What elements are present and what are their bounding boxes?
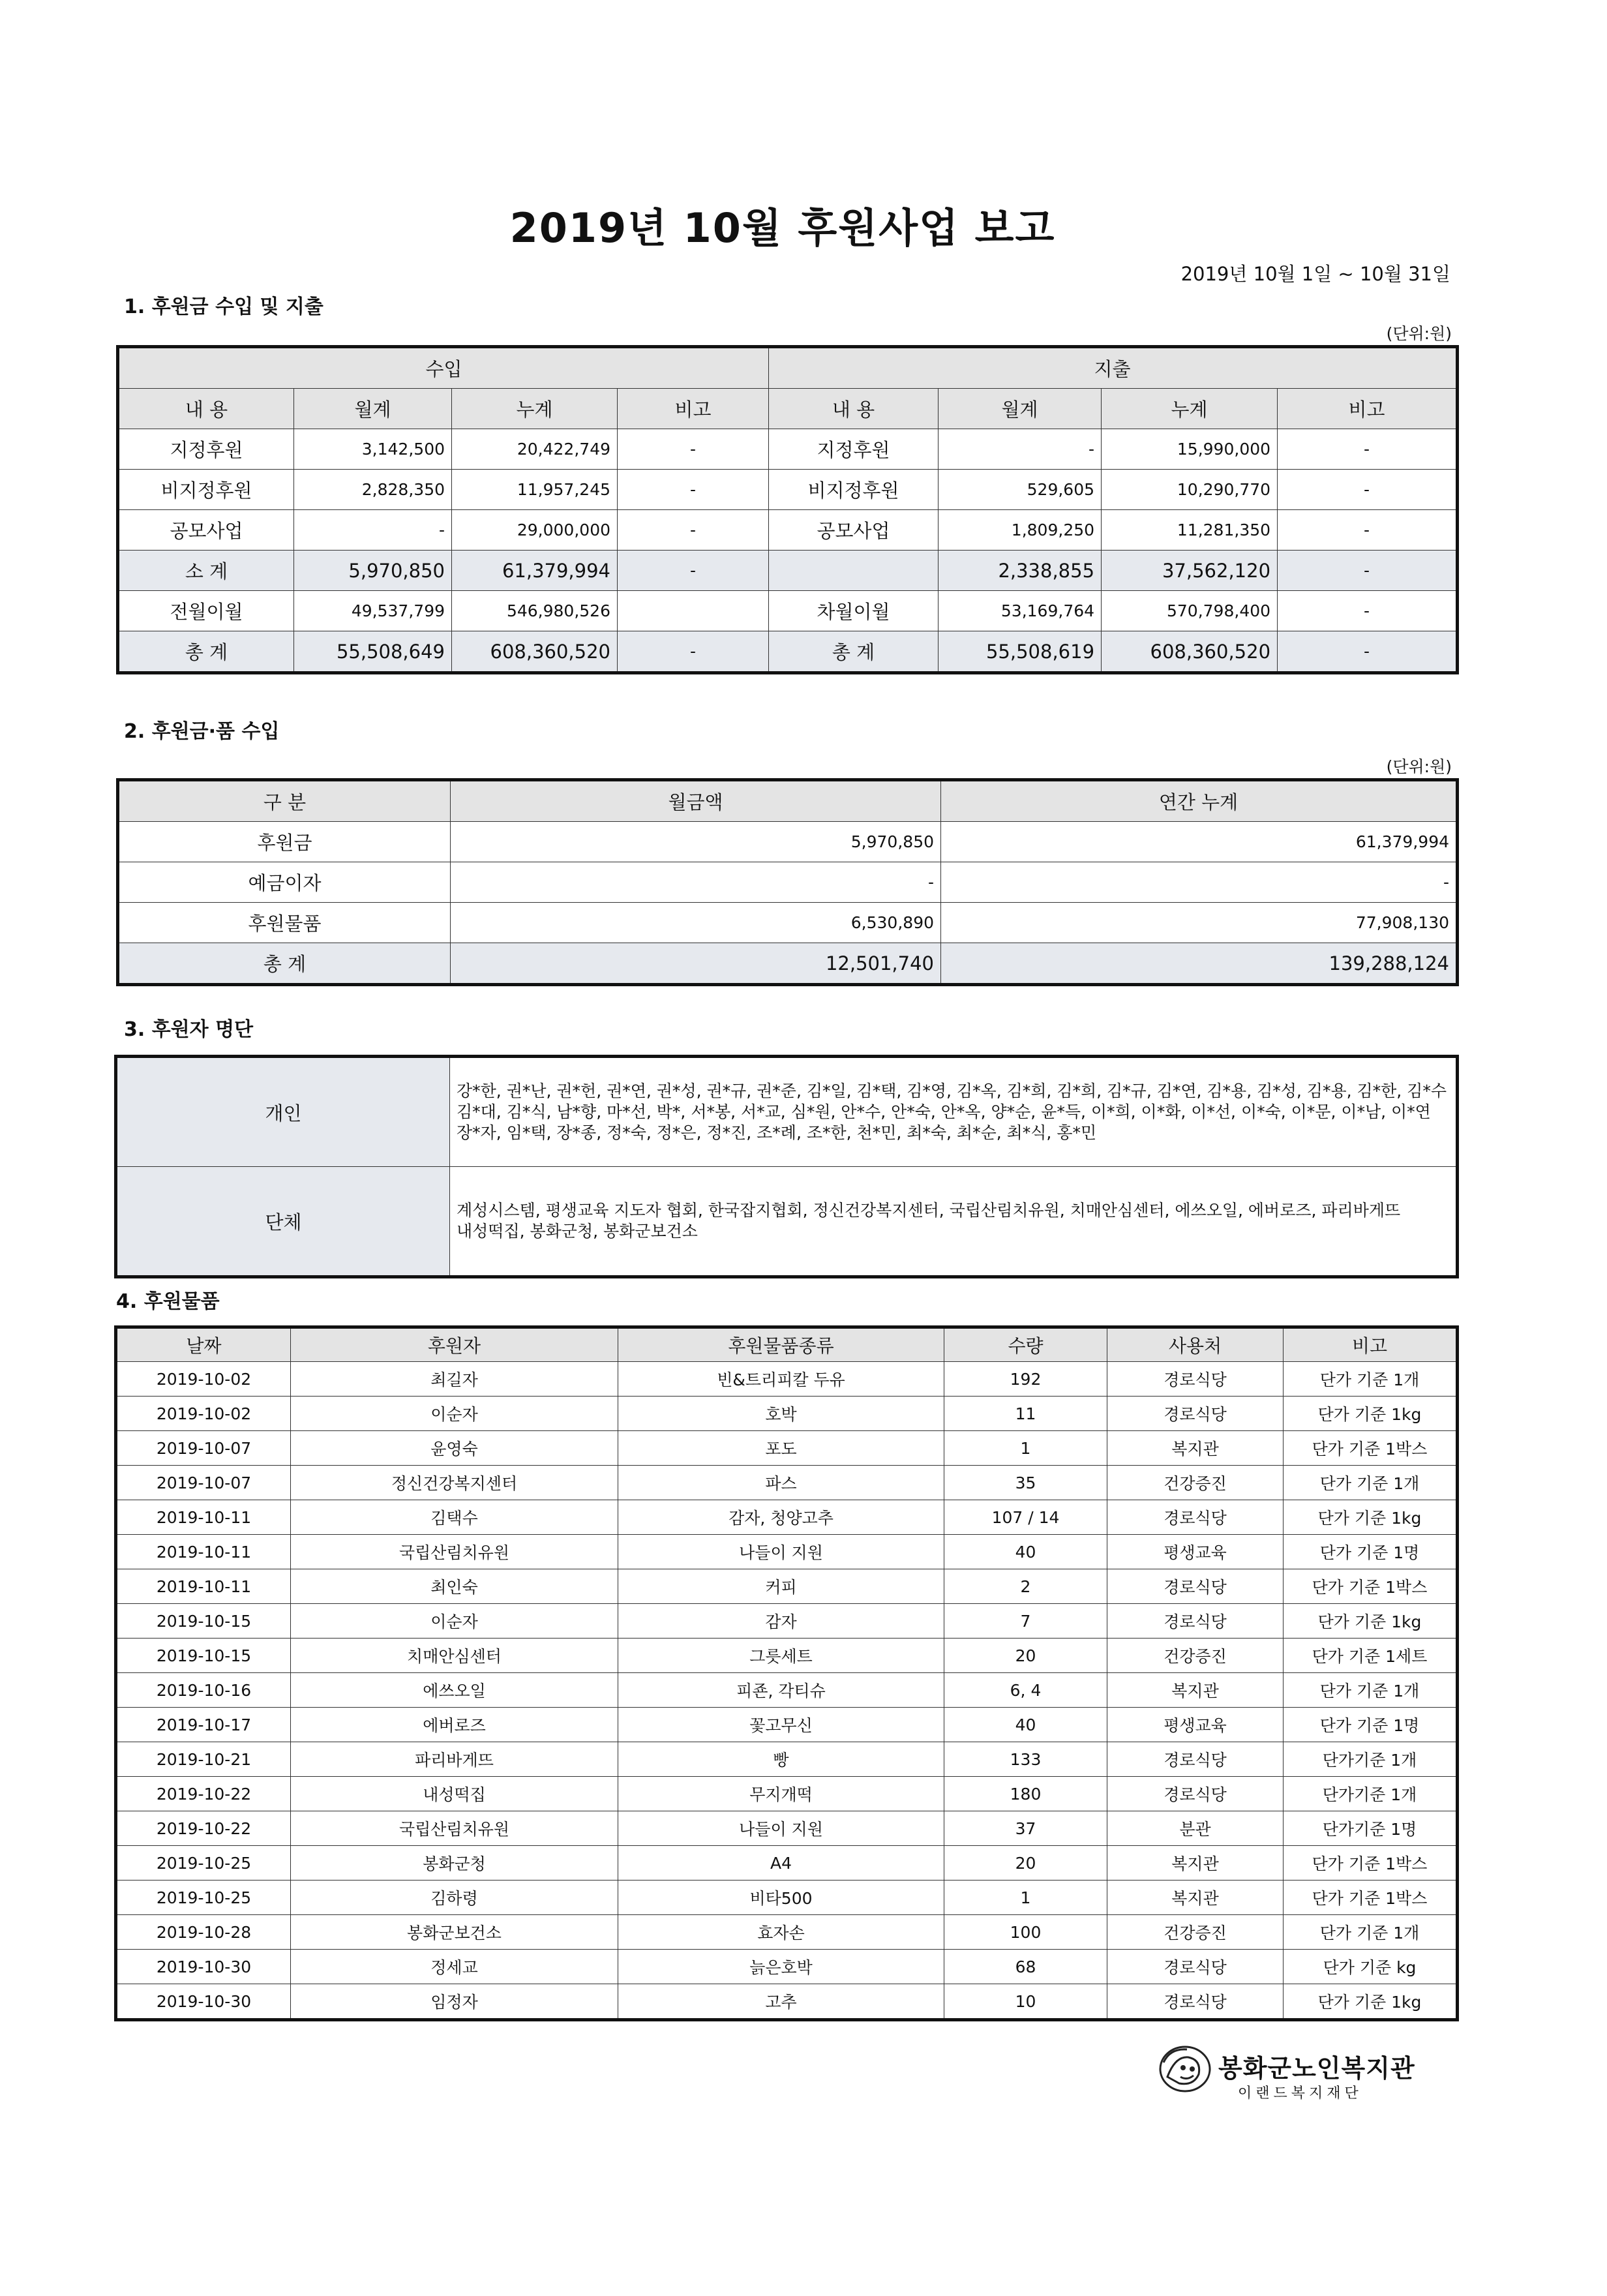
quantity-cell: 6, 4: [944, 1673, 1107, 1708]
table4-row: [116, 1915, 1458, 1950]
item-cell: 감자, 청양고추: [618, 1500, 944, 1535]
row-label: 총 계: [118, 943, 451, 985]
table4-column-label: 날짜: [116, 1327, 291, 1362]
amount-cell: 77,908,130: [941, 903, 1458, 943]
individual-label: 개인: [116, 1057, 450, 1167]
income-expense-table: [116, 345, 1459, 674]
table2-row: [118, 822, 1458, 862]
row-label: 소 계: [118, 551, 294, 591]
expense-header: 지출: [769, 347, 1458, 389]
item-cell: 나들이 지원: [618, 1811, 944, 1846]
donor-cell: 에버로즈: [291, 1708, 618, 1742]
note-cell: -: [1278, 470, 1458, 510]
date-cell: 2019-10-22: [116, 1811, 291, 1846]
item-cell: 꽃고무신: [618, 1708, 944, 1742]
quantity-cell: 1: [944, 1881, 1107, 1915]
table4-row: [116, 1811, 1458, 1846]
table2-column-label: 연간 누계: [941, 780, 1458, 822]
donor-cell: 최인숙: [291, 1569, 618, 1604]
quantity-cell: 192: [944, 1362, 1107, 1397]
table1-column-header: [118, 389, 1458, 429]
item-cell: 고추: [618, 1984, 944, 2020]
date-cell: 2019-10-07: [116, 1431, 291, 1466]
table4-row: [116, 1708, 1458, 1742]
table4-column-label: 비고: [1284, 1327, 1458, 1362]
table4-row: [116, 1397, 1458, 1431]
note-cell: 단가 기준 1개: [1284, 1915, 1458, 1950]
date-cell: 2019-10-11: [116, 1569, 291, 1604]
table4-row: [116, 1466, 1458, 1500]
quantity-cell: 35: [944, 1466, 1107, 1500]
date-cell: 2019-10-22: [116, 1777, 291, 1811]
usage-cell: 평생교육: [1107, 1535, 1284, 1569]
note-cell: 단가 기준 1박스: [1284, 1846, 1458, 1881]
amount-cell: 139,288,124: [941, 943, 1458, 985]
table2-column-label: 월금액: [451, 780, 941, 822]
usage-cell: 경로식당: [1107, 1777, 1284, 1811]
table4-column-header: [116, 1327, 1458, 1362]
note-cell: -: [618, 631, 769, 673]
individual-line: 강*한, 권*난, 권*헌, 권*연, 권*성, 권*규, 권*준, 김*일, 김*택, 김*영, 김*옥, 김*희, 김*희, 김*규, 김*연, 김*용, 김*성, 김*용, 김*한, 김*수: [457, 1081, 1447, 1100]
date-cell: 2019-10-30: [116, 1950, 291, 1984]
usage-cell: 건강증진: [1107, 1915, 1284, 1950]
row-label: 공모사업: [118, 510, 294, 551]
amount-cell: 11,281,350: [1102, 510, 1278, 551]
note-cell: 단가 기준 1박스: [1284, 1881, 1458, 1915]
item-cell: 무지개떡: [618, 1777, 944, 1811]
row-label: 후원물품: [118, 903, 451, 943]
table4-column-label: 수량: [944, 1327, 1107, 1362]
row-label: 비지정후원: [118, 470, 294, 510]
table4-row: [116, 1362, 1458, 1397]
table1-column-label: 월계: [939, 389, 1102, 429]
donor-cell: 이순자: [291, 1604, 618, 1639]
note-cell: 단가 기준 1kg: [1284, 1500, 1458, 1535]
donor-cell: 김택수: [291, 1500, 618, 1535]
note-cell: -: [1278, 591, 1458, 631]
item-cell: 파스: [618, 1466, 944, 1500]
note-cell: 단가 기준 1kg: [1284, 1604, 1458, 1639]
note-cell: -: [1278, 631, 1458, 673]
date-cell: 2019-10-17: [116, 1708, 291, 1742]
amount-cell: 608,360,520: [452, 631, 618, 673]
amount-cell: 608,360,520: [1102, 631, 1278, 673]
table4-column-label: 후원자: [291, 1327, 618, 1362]
amount-cell: 5,970,850: [451, 822, 941, 862]
usage-cell: 건강증진: [1107, 1639, 1284, 1673]
date-cell: 2019-10-28: [116, 1915, 291, 1950]
donor-cell: 국립산림치유원: [291, 1535, 618, 1569]
donor-cell: 내성떡집: [291, 1777, 618, 1811]
usage-cell: 경로식당: [1107, 1950, 1284, 1984]
item-cell: 늙은호박: [618, 1950, 944, 1984]
amount-cell: 5,970,850: [294, 551, 452, 591]
amount-cell: 529,605: [939, 470, 1102, 510]
date-cell: 2019-10-02: [116, 1362, 291, 1397]
row-label: 지정후원: [769, 429, 939, 470]
table4-row: [116, 1500, 1458, 1535]
usage-cell: 경로식당: [1107, 1569, 1284, 1604]
amount-cell: 2,828,350: [294, 470, 452, 510]
amount-cell: 546,980,526: [452, 591, 618, 631]
usage-cell: 경로식당: [1107, 1604, 1284, 1639]
donor-cell: 윤영숙: [291, 1431, 618, 1466]
donated-goods-table: [114, 1325, 1459, 2021]
table1-row: [118, 631, 1458, 673]
table2-row: [118, 903, 1458, 943]
quantity-cell: 11: [944, 1397, 1107, 1431]
donor-cell: 최길자: [291, 1362, 618, 1397]
item-cell: 포도: [618, 1431, 944, 1466]
table1-column-label: 내 용: [118, 389, 294, 429]
table1-row: [118, 591, 1458, 631]
table1-row: [118, 510, 1458, 551]
item-cell: 그릇세트: [618, 1639, 944, 1673]
row-label: 예금이자: [118, 862, 451, 903]
row-label: 총 계: [118, 631, 294, 673]
table4-column-label: 후원물품종류: [618, 1327, 944, 1362]
table4-row: [116, 1950, 1458, 1984]
amount-cell: -: [294, 510, 452, 551]
note-cell: 단가 기준 1개: [1284, 1362, 1458, 1397]
row-label: 후원금: [118, 822, 451, 862]
item-cell: 비타500: [618, 1881, 944, 1915]
donor-row-individual: [116, 1057, 1458, 1167]
donation-summary-table: [116, 778, 1459, 986]
usage-cell: 경로식당: [1107, 1500, 1284, 1535]
donor-cell: 이순자: [291, 1397, 618, 1431]
note-cell: -: [1278, 510, 1458, 551]
date-cell: 2019-10-25: [116, 1846, 291, 1881]
item-cell: 호박: [618, 1397, 944, 1431]
donor-row-group: [116, 1167, 1458, 1277]
table4-row: [116, 1742, 1458, 1777]
date-cell: 2019-10-02: [116, 1397, 291, 1431]
note-cell: -: [618, 510, 769, 551]
amount-cell: -: [451, 862, 941, 903]
amount-cell: 55,508,649: [294, 631, 452, 673]
date-cell: 2019-10-25: [116, 1881, 291, 1915]
table4-row: [116, 1431, 1458, 1466]
donor-cell: 치매안심센터: [291, 1639, 618, 1673]
table2-row: [118, 943, 1458, 985]
amount-cell: 570,798,400: [1102, 591, 1278, 631]
quantity-cell: 100: [944, 1915, 1107, 1950]
section2-heading: 2. 후원금·품 수입: [124, 720, 280, 743]
amount-cell: -: [941, 862, 1458, 903]
item-cell: A4: [618, 1846, 944, 1881]
row-label: 공모사업: [769, 510, 939, 551]
table1-group-header: [118, 347, 1458, 389]
table1-column-label: 월계: [294, 389, 452, 429]
usage-cell: 분관: [1107, 1811, 1284, 1846]
amount-cell: 3,142,500: [294, 429, 452, 470]
amount-cell: 61,379,994: [941, 822, 1458, 862]
table1-row: [118, 429, 1458, 470]
item-cell: 피죤, 각티슈: [618, 1673, 944, 1708]
quantity-cell: 37: [944, 1811, 1107, 1846]
section4-heading: 4. 후원물품: [116, 1290, 220, 1313]
amount-cell: 37,562,120: [1102, 551, 1278, 591]
donor-cell: 정세교: [291, 1950, 618, 1984]
donor-cell: 국립산림치유원: [291, 1811, 618, 1846]
quantity-cell: 68: [944, 1950, 1107, 1984]
table4-row: [116, 1639, 1458, 1673]
item-cell: 빵: [618, 1742, 944, 1777]
note-cell: -: [1278, 429, 1458, 470]
table1-column-label: 누계: [1102, 389, 1278, 429]
individual-line: 김*대, 김*식, 남*향, 마*선, 박*, 서*봉, 서*교, 심*원, 안*수, 안*숙, 안*옥, 양*순, 윤*득, 이*희, 이*화, 이*선, 이*숙, 이*문, 이*남, 이*연: [457, 1102, 1431, 1121]
section3-heading: 3. 후원자 명단: [124, 1018, 254, 1041]
quantity-cell: 10: [944, 1984, 1107, 2020]
note-cell: 단가 기준 1kg: [1284, 1984, 1458, 2020]
table4-row: [116, 1673, 1458, 1708]
table4-row: [116, 1569, 1458, 1604]
quantity-cell: 133: [944, 1742, 1107, 1777]
row-label: 전월이월: [118, 591, 294, 631]
quantity-cell: 2: [944, 1569, 1107, 1604]
table4-row: [116, 1846, 1458, 1881]
item-cell: 빈&트리피칼 두유: [618, 1362, 944, 1397]
date-cell: 2019-10-11: [116, 1535, 291, 1569]
note-cell: 단가기준 1명: [1284, 1811, 1458, 1846]
amount-cell: 12,501,740: [451, 943, 941, 985]
note-cell: 단가 기준 1박스: [1284, 1431, 1458, 1466]
amount-cell: 61,379,994: [452, 551, 618, 591]
usage-cell: 복지관: [1107, 1881, 1284, 1915]
row-label: 총 계: [769, 631, 939, 673]
group-line: 계성시스템, 평생교육 지도자 협회, 한국잡지협회, 정신건강복지센터, 국립산림치유원, 치매안심센터, 에쓰오일, 에버로즈, 파리바게뜨: [457, 1201, 1401, 1220]
note-cell: -: [618, 429, 769, 470]
table1-column-label: 비고: [618, 389, 769, 429]
item-cell: 커피: [618, 1569, 944, 1604]
table2-row: [118, 862, 1458, 903]
usage-cell: 평생교육: [1107, 1708, 1284, 1742]
date-cell: 2019-10-15: [116, 1639, 291, 1673]
usage-cell: 경로식당: [1107, 1984, 1284, 2020]
table4-row: [116, 1604, 1458, 1639]
quantity-cell: 180: [944, 1777, 1107, 1811]
amount-cell: 15,990,000: [1102, 429, 1278, 470]
organization-subtitle: 이랜드복지재단: [1238, 2085, 1362, 2102]
donor-cell: 파리바게뜨: [291, 1742, 618, 1777]
table4-row: [116, 1984, 1458, 2020]
note-cell: -: [1278, 551, 1458, 591]
donor-list-table: [114, 1055, 1459, 1278]
donor-cell: 봉화군청: [291, 1846, 618, 1881]
table4-row: [116, 1777, 1458, 1811]
usage-cell: 경로식당: [1107, 1362, 1284, 1397]
donor-cell: 김하령: [291, 1881, 618, 1915]
date-cell: 2019-10-11: [116, 1500, 291, 1535]
row-label: [769, 551, 939, 591]
quantity-cell: 107 / 14: [944, 1500, 1107, 1535]
note-cell: 단가 기준 1박스: [1284, 1569, 1458, 1604]
note-cell: 단가 기준 1명: [1284, 1535, 1458, 1569]
note-cell: 단가기준 1개: [1284, 1777, 1458, 1811]
note-cell: 단가기준 1개: [1284, 1742, 1458, 1777]
quantity-cell: 20: [944, 1639, 1107, 1673]
item-cell: 감자: [618, 1604, 944, 1639]
usage-cell: 복지관: [1107, 1846, 1284, 1881]
amount-cell: 6,530,890: [451, 903, 941, 943]
usage-cell: 경로식당: [1107, 1742, 1284, 1777]
table4-row: [116, 1881, 1458, 1915]
report-period: 2019년 10월 1일 ~ 10월 31일: [1180, 263, 1450, 285]
section1-unit: (단위:원): [1386, 324, 1452, 343]
amount-cell: 1,809,250: [939, 510, 1102, 551]
usage-cell: 건강증진: [1107, 1466, 1284, 1500]
amount-cell: 20,422,749: [452, 429, 618, 470]
table1-column-label: 누계: [452, 389, 618, 429]
note-cell: 단가 기준 1세트: [1284, 1639, 1458, 1673]
amount-cell: -: [939, 429, 1102, 470]
date-cell: 2019-10-30: [116, 1984, 291, 2020]
usage-cell: 복지관: [1107, 1673, 1284, 1708]
note-cell: -: [618, 470, 769, 510]
donor-cell: 정신건강복지센터: [291, 1466, 618, 1500]
note-cell: 단가 기준 1개: [1284, 1673, 1458, 1708]
amount-cell: 29,000,000: [452, 510, 618, 551]
note-cell: 단가 기준 kg: [1284, 1950, 1458, 1984]
note-cell: [618, 591, 769, 631]
row-label: 차월이월: [769, 591, 939, 631]
date-cell: 2019-10-21: [116, 1742, 291, 1777]
usage-cell: 경로식당: [1107, 1397, 1284, 1431]
item-cell: 나들이 지원: [618, 1535, 944, 1569]
income-header: 수입: [118, 347, 769, 389]
date-cell: 2019-10-15: [116, 1604, 291, 1639]
group-line: 내성떡집, 봉화군청, 봉화군보건소: [457, 1222, 698, 1241]
item-cell: 효자손: [618, 1915, 944, 1950]
page-title: 2019년 10월 후원사업 보고: [509, 204, 1056, 252]
table2-column-label: 구 분: [118, 780, 451, 822]
quantity-cell: 7: [944, 1604, 1107, 1639]
note-cell: 단가 기준 1개: [1284, 1466, 1458, 1500]
amount-cell: 55,508,619: [939, 631, 1102, 673]
table1-row: [118, 551, 1458, 591]
date-cell: 2019-10-16: [116, 1673, 291, 1708]
donor-cell: 임정자: [291, 1984, 618, 2020]
organization-name: 봉화군노인복지관: [1218, 2054, 1415, 2083]
donor-cell: 에쓰오일: [291, 1673, 618, 1708]
amount-cell: 49,537,799: [294, 591, 452, 631]
table1-column-label: 내 용: [769, 389, 939, 429]
row-label: 비지정후원: [769, 470, 939, 510]
amount-cell: 10,290,770: [1102, 470, 1278, 510]
individual-line: 장*자, 임*택, 장*종, 정*숙, 정*은, 정*진, 조*례, 조*한, 천*민, 최*숙, 최*순, 최*식, 홍*민: [457, 1123, 1097, 1142]
note-cell: -: [618, 551, 769, 591]
note-cell: 단가 기준 1kg: [1284, 1397, 1458, 1431]
quantity-cell: 20: [944, 1846, 1107, 1881]
donor-cell: 봉화군보건소: [291, 1915, 618, 1950]
amount-cell: 53,169,764: [939, 591, 1102, 631]
quantity-cell: 1: [944, 1431, 1107, 1466]
individual-donors: [450, 1057, 1458, 1167]
group-label: 단체: [116, 1167, 450, 1277]
date-cell: 2019-10-07: [116, 1466, 291, 1500]
organization-logo-icon: [1156, 2043, 1214, 2096]
section1-heading: 1. 후원금 수입 및 지출: [124, 295, 323, 318]
table4-row: [116, 1535, 1458, 1569]
group-donors: [450, 1167, 1458, 1277]
table4-column-label: 사용처: [1107, 1327, 1284, 1362]
table1-row: [118, 470, 1458, 510]
amount-cell: 2,338,855: [939, 551, 1102, 591]
table2-column-header: [118, 780, 1458, 822]
row-label: 지정후원: [118, 429, 294, 470]
note-cell: 단가 기준 1명: [1284, 1708, 1458, 1742]
section2-unit: (단위:원): [1386, 757, 1452, 776]
usage-cell: 복지관: [1107, 1431, 1284, 1466]
amount-cell: 11,957,245: [452, 470, 618, 510]
quantity-cell: 40: [944, 1708, 1107, 1742]
table1-column-label: 비고: [1278, 389, 1458, 429]
quantity-cell: 40: [944, 1535, 1107, 1569]
